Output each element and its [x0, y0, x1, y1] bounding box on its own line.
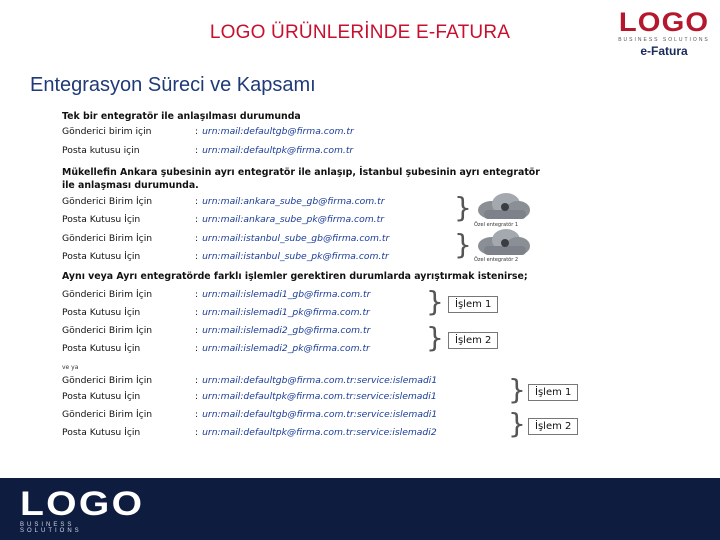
row-label: Posta Kutusu İçin	[62, 307, 141, 318]
row-value: : urn:mail:islemadi2_gb@firma.com.tr	[195, 325, 371, 336]
row-label: Gönderici Birim İçin	[62, 409, 153, 420]
product-name: e-Fatura	[640, 44, 688, 58]
row-value: : urn:mail:istanbul_sube_gb@firma.com.tr	[195, 233, 390, 244]
row-value: : urn:mail:ankara_sube_pk@firma.com.tr	[195, 214, 384, 225]
row-label: Gönderici Birim İçin	[62, 233, 153, 244]
row-value: : urn:mail:defaultgb@firma.com.tr	[195, 126, 354, 137]
cloud-icon	[474, 228, 532, 256]
brace-icon: }	[426, 321, 444, 354]
footer-logo-tagline: BUSINESS SOLUTIONS	[20, 522, 82, 534]
cloud-label: Özel entegratör 1	[474, 222, 519, 228]
row-label: Gönderici Birim İçin	[62, 289, 153, 300]
brand-logo	[618, 8, 710, 66]
cloud-icon	[474, 192, 532, 220]
row-value: : urn:mail:defaultpk@firma.com.tr:service:islemadi1	[195, 391, 437, 402]
brace-icon: }	[508, 407, 526, 440]
heading-two-branches: Mükellefin Ankara şubesinin ayrı entegratör ile anlaşıp, İstanbul şubesinin ayrı entegratör	[62, 167, 540, 178]
row-value: : urn:mail:islemadi1_gb@firma.com.tr	[195, 289, 371, 300]
brace-icon: }	[454, 228, 472, 261]
row-label: Posta kutusu için	[62, 145, 140, 156]
row-label: Gönderici birim için	[62, 126, 152, 137]
row-label: Posta Kutusu İçin	[62, 214, 141, 225]
process-box: İşlem 2	[448, 332, 498, 349]
process-box: İşlem 1	[528, 384, 578, 401]
process-box: İşlem 1	[448, 296, 498, 313]
heading-separate-processes: Aynı veya Ayrı entegratörde farklı işlemler gerektiren durumlarda ayrıştırmak istenirse;	[62, 271, 528, 282]
row-label: Gönderici Birim İçin	[62, 325, 153, 336]
row-value: : urn:mail:ankara_sube_gb@firma.com.tr	[195, 196, 385, 207]
row-label: Gönderici Birim İçin	[62, 196, 153, 207]
brace-icon: }	[508, 373, 526, 406]
process-box: İşlem 2	[528, 418, 578, 435]
row-value: : urn:mail:islemadi1_pk@firma.com.tr	[195, 307, 370, 318]
cloud-label: Özel entegratör 2	[474, 257, 519, 263]
row-label: Posta Kutusu İçin	[62, 343, 141, 354]
brace-icon: }	[454, 191, 472, 224]
heading-two-branches-cont: ile anlaşması durumunda.	[62, 180, 199, 191]
row-value: : urn:mail:defaultgb@firma.com.tr:service:islemadi1	[195, 375, 438, 386]
integration-figure	[60, 108, 620, 448]
row-value: : urn:mail:islemadi2_pk@firma.com.tr	[195, 343, 370, 354]
row-value: : urn:mail:defaultpk@firma.com.tr	[195, 145, 354, 156]
row-value: : urn:mail:defaultgb@firma.com.tr:service:islemadi1	[195, 409, 438, 420]
row-label: Posta Kutusu İçin	[62, 391, 141, 402]
or-separator: ve ya	[62, 364, 79, 371]
heading-single-integrator: Tek bir entegratör ile anlaşılması durumunda	[62, 111, 301, 122]
logo-tagline: BUSINESS SOLUTIONS	[618, 37, 710, 43]
row-label: Posta Kutusu İçin	[62, 251, 141, 262]
section-title: Entegrasyon Süreci ve Kapsamı	[30, 74, 316, 96]
logo-wordmark: LOGO	[618, 7, 710, 37]
row-label: Gönderici Birim İçin	[62, 375, 153, 386]
row-label: Posta Kutusu İçin	[62, 427, 141, 438]
footer-logo-wordmark: LOGO	[20, 485, 145, 523]
row-value: : urn:mail:defaultpk@firma.com.tr:service:islemadi2	[195, 427, 437, 438]
page-title: LOGO ÜRÜNLERİNDE E-FATURA	[209, 22, 511, 43]
row-value: : urn:mail:istanbul_sube_pk@firma.com.tr	[195, 251, 389, 262]
footer-logo	[20, 485, 145, 534]
brace-icon: }	[426, 285, 444, 318]
